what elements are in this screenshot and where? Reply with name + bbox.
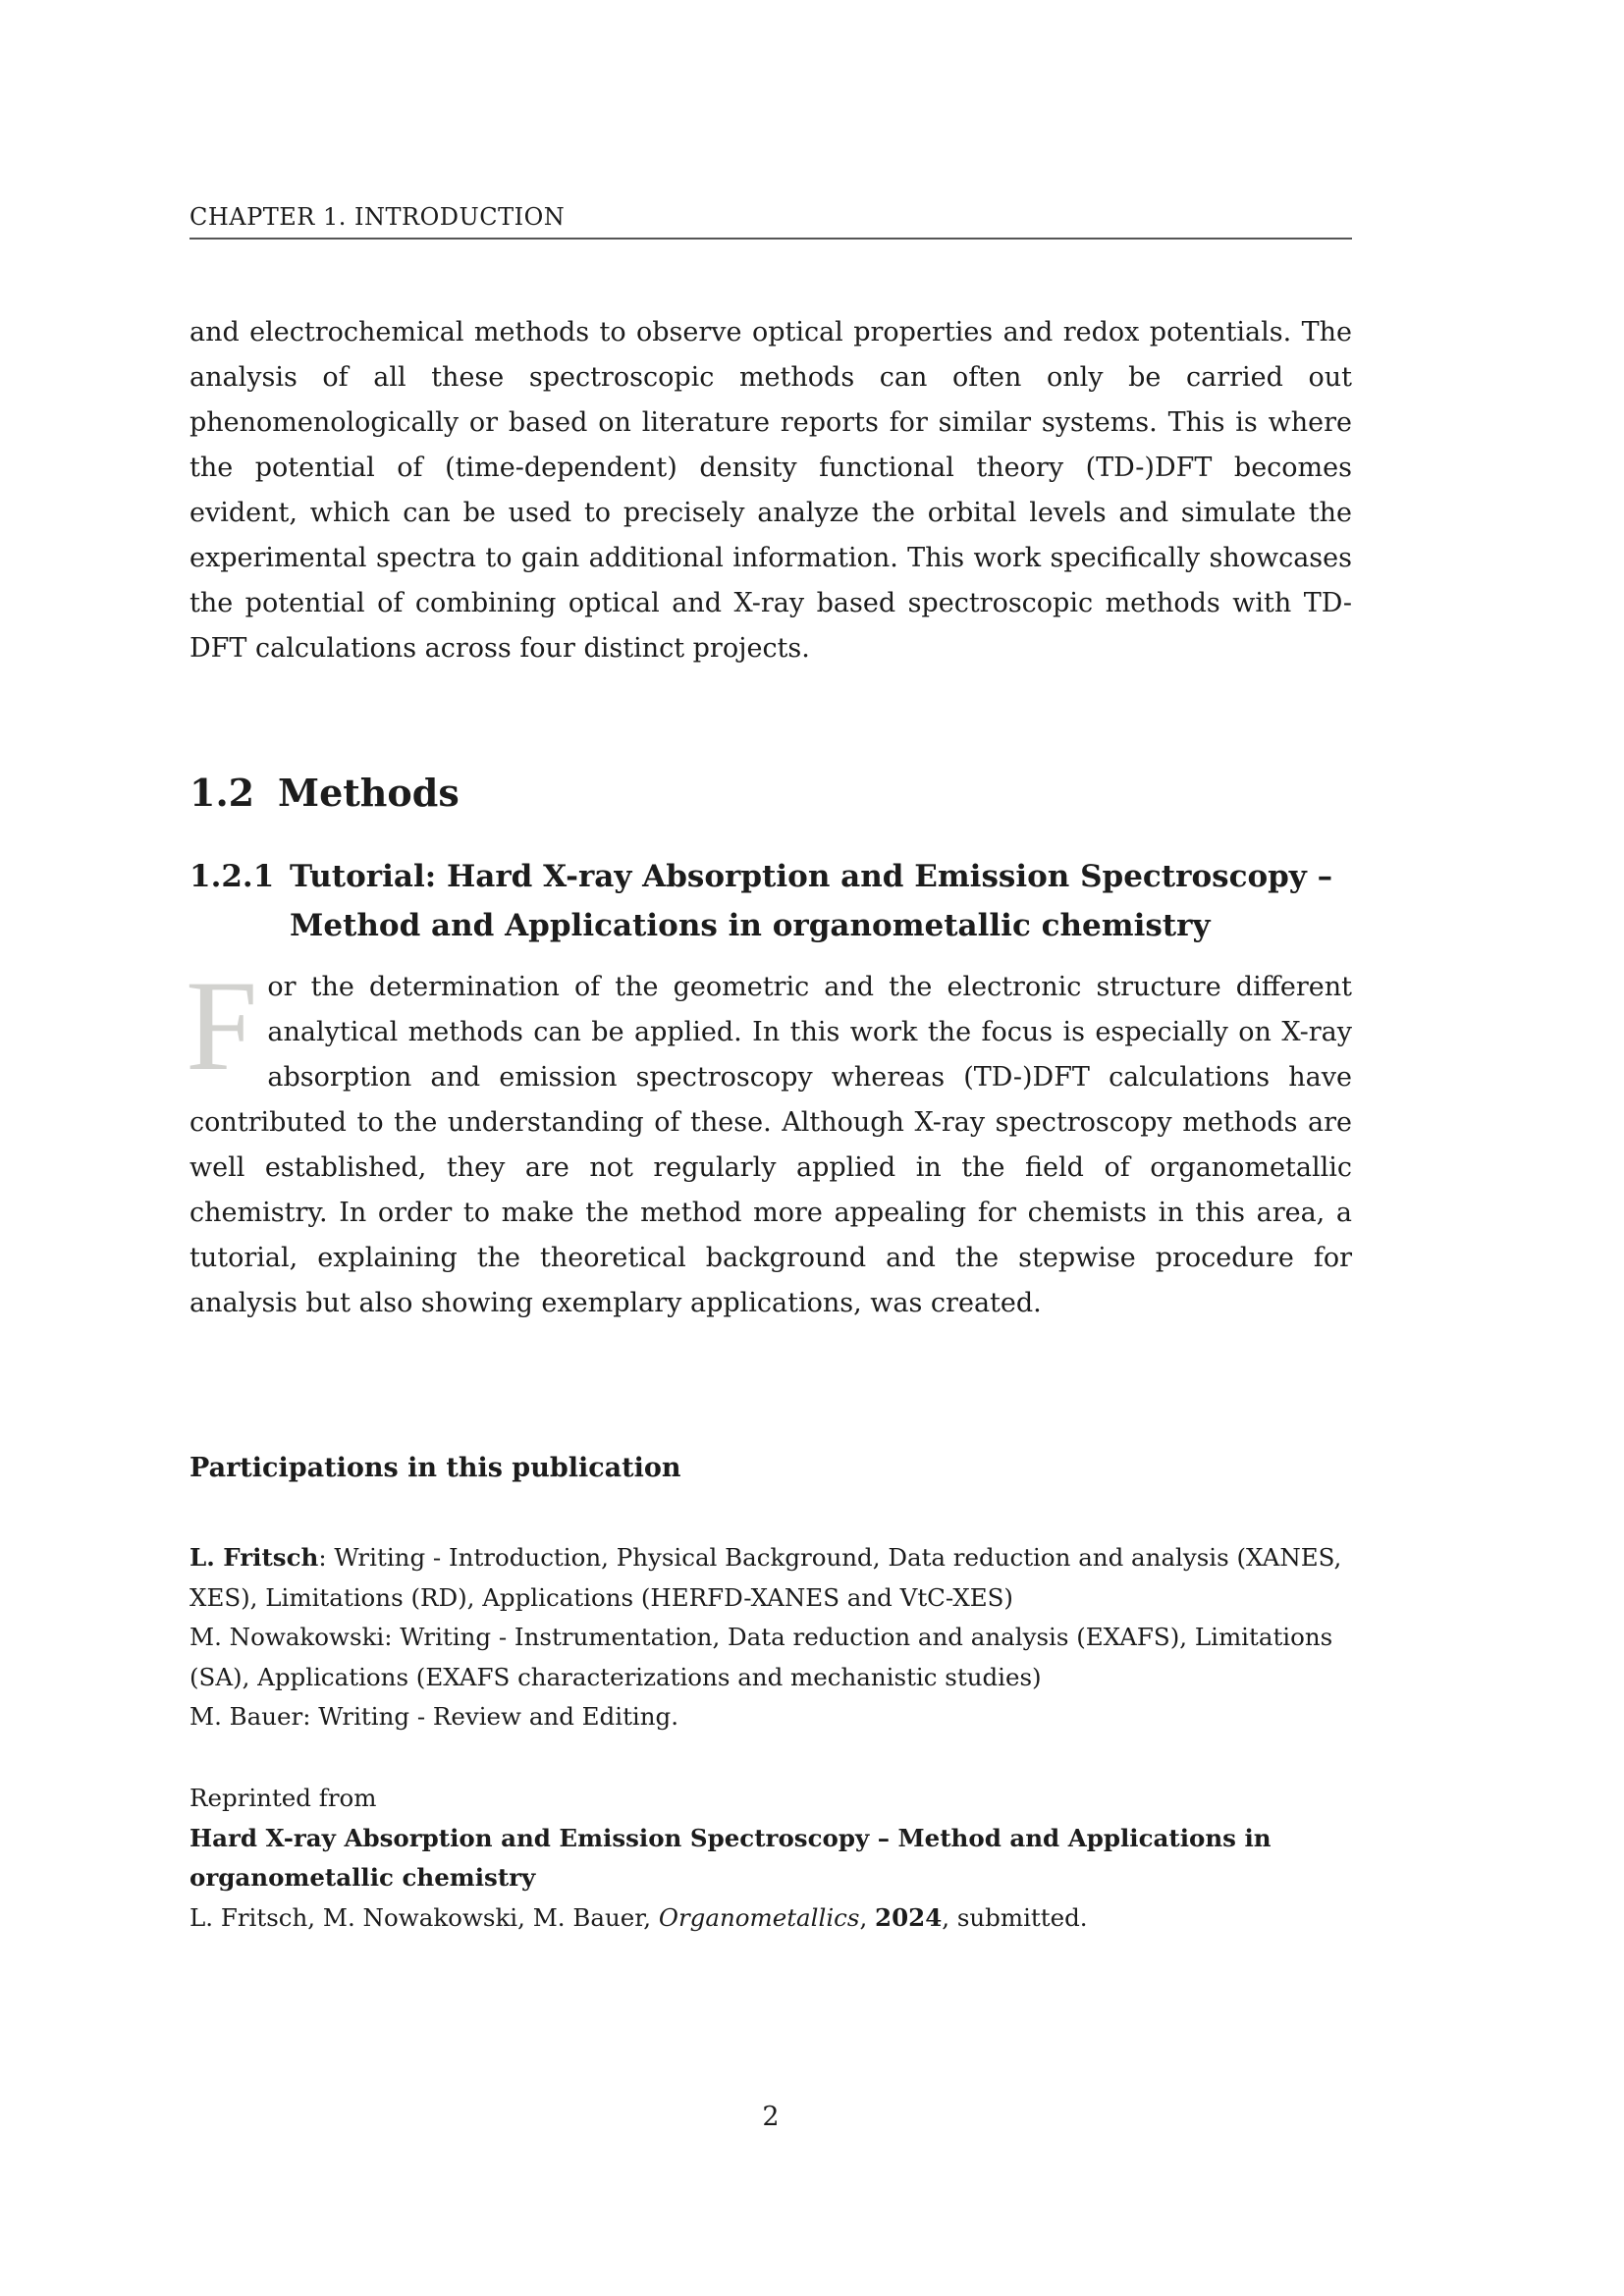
reprint-journal: Organometallics bbox=[658, 1902, 860, 1932]
section-number: 1.2 bbox=[189, 771, 255, 815]
reprint-year: 2024 bbox=[875, 1902, 943, 1932]
subsection-title bbox=[290, 852, 1352, 950]
section-heading bbox=[189, 770, 1352, 817]
reprint-reference bbox=[189, 1898, 1352, 1939]
participations-heading: Participations in this publication bbox=[189, 1453, 681, 1483]
reprint-status: , submitted. bbox=[942, 1902, 1088, 1932]
subsection-title-line2: Method and Applications in organometallic chemistry bbox=[290, 908, 1211, 943]
tutorial-paragraph bbox=[186, 953, 1352, 1326]
subsection-title-line1: Tutorial: Hard X-ray Absorption and Emission Spectroscopy – bbox=[290, 859, 1333, 894]
intro-paragraph: and electrochemical methods to observe optical properties and redox potentials. The analysis of all these spectroscopic methods can often only be carried out phenomenologically or based on literature reports for similar systems. This is where the potential of (time-dependent) density functional theory (TD-)DFT becomes evident, which can be used to precisely analyze the orbital levels and simulate the experimental spectra to gain additional information. This work specifically showcases the potential of combining optical and X-ray based spectroscopic methods with TD-DFT calculations across four distinct projects. bbox=[189, 317, 1352, 664]
page-number: 2 bbox=[762, 2102, 780, 2132]
contributor-role: : Writing - Introduction, Physical Background, Data reduction and analysis (XANES, XES), Limitations (RD), Applications (HERFD-XANES and VtC-XES) bbox=[189, 1543, 1342, 1612]
contributor-name: M. Nowakowski bbox=[189, 1623, 385, 1651]
running-header: CHAPTER 1. INTRODUCTION bbox=[189, 202, 1352, 240]
contributor-name: L. Fritsch bbox=[189, 1543, 319, 1572]
contributions-list bbox=[189, 1538, 1352, 1737]
contribution-entry bbox=[189, 1697, 1352, 1737]
subsection-number: 1.2.1 bbox=[189, 859, 275, 894]
contributor-name: M. Bauer bbox=[189, 1702, 303, 1731]
contributor-role: : Writing - Instrumentation, Data reduction and analysis (EXAFS), Limitations (SA), Applications (EXAFS characterizations and mechanistic studies) bbox=[189, 1623, 1333, 1691]
reprint-label: Reprinted from bbox=[189, 1784, 377, 1812]
intro-paragraph-block bbox=[189, 310, 1352, 671]
reprint-citation bbox=[189, 1779, 1352, 1938]
tutorial-paragraph-text: or the determination of the geometric and the electronic structure different analytical methods can be applied. In this work the focus is especially on X-ray absorption and emission spectroscopy whereas (TD-)DFT calculations have contributed to the understanding of these. Although X-ray spectroscopy methods are well established, they are not regularly applied in the field of organometallic chemistry. In order to make the method more appealing for chemists in this area, a tutorial, explaining the theoretical background and the stepwise procedure for analysis but also showing exemplary applications, was created. bbox=[189, 972, 1352, 1318]
reprint-separator: , bbox=[859, 1902, 876, 1932]
reprint-title: Hard X-ray Absorption and Emission Spectroscopy – Method and Applications in organometallic chemistry bbox=[189, 1823, 1272, 1892]
contribution-entry bbox=[189, 1538, 1352, 1618]
contribution-entry bbox=[189, 1618, 1352, 1697]
reprint-authors: L. Fritsch, M. Nowakowski, M. Bauer, bbox=[189, 1902, 659, 1932]
subsection-heading bbox=[189, 852, 1352, 950]
drop-cap: F bbox=[186, 953, 258, 1097]
contributor-role: : Writing - Review and Editing. bbox=[302, 1702, 679, 1731]
tutorial-paragraph-block bbox=[186, 953, 1352, 1326]
section-title: Methods bbox=[278, 771, 460, 815]
